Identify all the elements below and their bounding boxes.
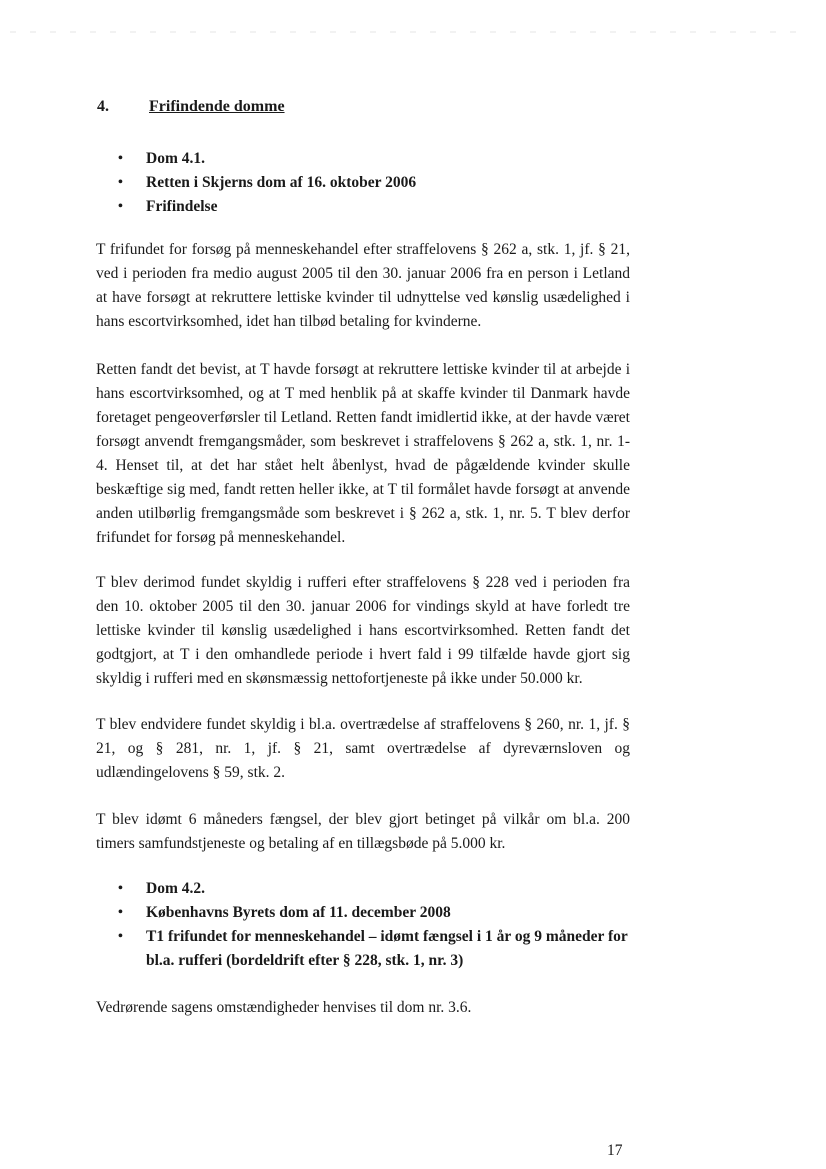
bullet-icon: • bbox=[118, 929, 123, 944]
case-2-bullet-list bbox=[118, 877, 638, 973]
section-title: Frifindende domme bbox=[149, 98, 285, 115]
section-heading bbox=[97, 98, 285, 116]
list-item bbox=[118, 147, 638, 171]
bullet-icon: • bbox=[118, 151, 123, 166]
case-1-number: Dom 4.1. bbox=[146, 150, 205, 167]
case-1-outcome: Frifindelse bbox=[146, 198, 218, 215]
case-1-paragraph: T blev derimod fundet skyldig i rufferi efter straffelovens § 228 ved i perioden fra den 10. oktober 2005 til den 30. januar 2006 for vindings skyld at have forledt tre lettiske kvinder til kønslig usædelighed i hans escortvirksomhed. Retten fandt det godtgjort, at T i den omhandlede periode i hvert fald i 99 tilfælde havde gjort sig skyldig i rufferi med en skønsmæssig nettofortjeneste på ikke under 50.000 kr. bbox=[96, 574, 630, 687]
case-2-paragraph: Vedrørende sagens omstændigheder henvises til dom nr. 3.6. bbox=[96, 999, 472, 1016]
bullet-icon: • bbox=[118, 199, 123, 214]
case-1-paragraph: T blev endvidere fundet skyldig i bl.a. overtrædelse af straffelovens § 260, nr. 1, jf. § 21, og § 281, nr. 1, jf. § 21, samt overtrædelse af dyreværnsloven og udlændingelovens § 59, stk. 2. bbox=[96, 716, 630, 781]
case-1-paragraph: T blev idømt 6 måneders fængsel, der blev gjort betinget på vilkår om bl.a. 200 timers samfundstjeneste og betaling af en tillægsbøde på 5.000 kr. bbox=[96, 811, 630, 852]
list-item bbox=[118, 171, 638, 195]
scan-artifact-line bbox=[10, 20, 810, 40]
case-1-court: Retten i Skjerns dom af 16. oktober 2006 bbox=[146, 174, 417, 191]
case-2-number: Dom 4.2. bbox=[146, 880, 205, 897]
case-2-outcome: T1 frifundet for menneskehandel – idømt fængsel i 1 år og 9 måneder for bl.a. rufferi (bordeldrift efter § 228, stk. 1, nr. 3) bbox=[146, 928, 628, 969]
list-item bbox=[118, 901, 638, 925]
bullet-icon: • bbox=[118, 881, 123, 896]
list-item bbox=[118, 925, 638, 973]
case-1-paragraph: T frifundet for forsøg på menneskehandel efter straffelovens § 262 a, stk. 1, jf. § 21, ved i perioden fra medio august 2005 til den 30. januar 2006 fra en person i Letland at have forsøgt at rekruttere lettiske kvinder til udnyttelse ved kønslig usædelighed i hans escortvirksomhed, idet han tilbød betaling for kvinderne. bbox=[96, 241, 630, 330]
bullet-icon: • bbox=[118, 905, 123, 920]
case-2-court: Københavns Byrets dom af 11. december 2008 bbox=[146, 904, 451, 921]
page-number: 17 bbox=[607, 1142, 623, 1159]
case-1-bullet-list bbox=[118, 147, 638, 219]
list-item bbox=[118, 195, 638, 219]
list-item bbox=[118, 877, 638, 901]
case-1-paragraph: Retten fandt det bevist, at T havde forsøgt at rekruttere lettiske kvinder til at arbejde i hans escortvirksomhed, og at T med henblik på at skaffe kvinder til Danmark havde foretaget pengeoverførsler til Letland. Retten fandt imidlertid ikke, at der havde været forsøgt anvendt fremgangsmåder, som beskrevet i straffelovens § 262 a, stk. 1, nr. 1-4. Henset til, at det har stået helt åbenlyst, hvad de pågældende kvinder skulle beskæftige sig med, fandt retten heller ikke, at T til formålet havde forsøgt at anvende anden utilbørlig fremgangsmåde som beskrevet i § 262 a, stk. 1, nr. 5. T blev derfor frifundet for forsøg på menneskehandel. bbox=[96, 361, 630, 546]
section-number: 4. bbox=[97, 98, 109, 115]
bullet-icon: • bbox=[118, 175, 123, 190]
